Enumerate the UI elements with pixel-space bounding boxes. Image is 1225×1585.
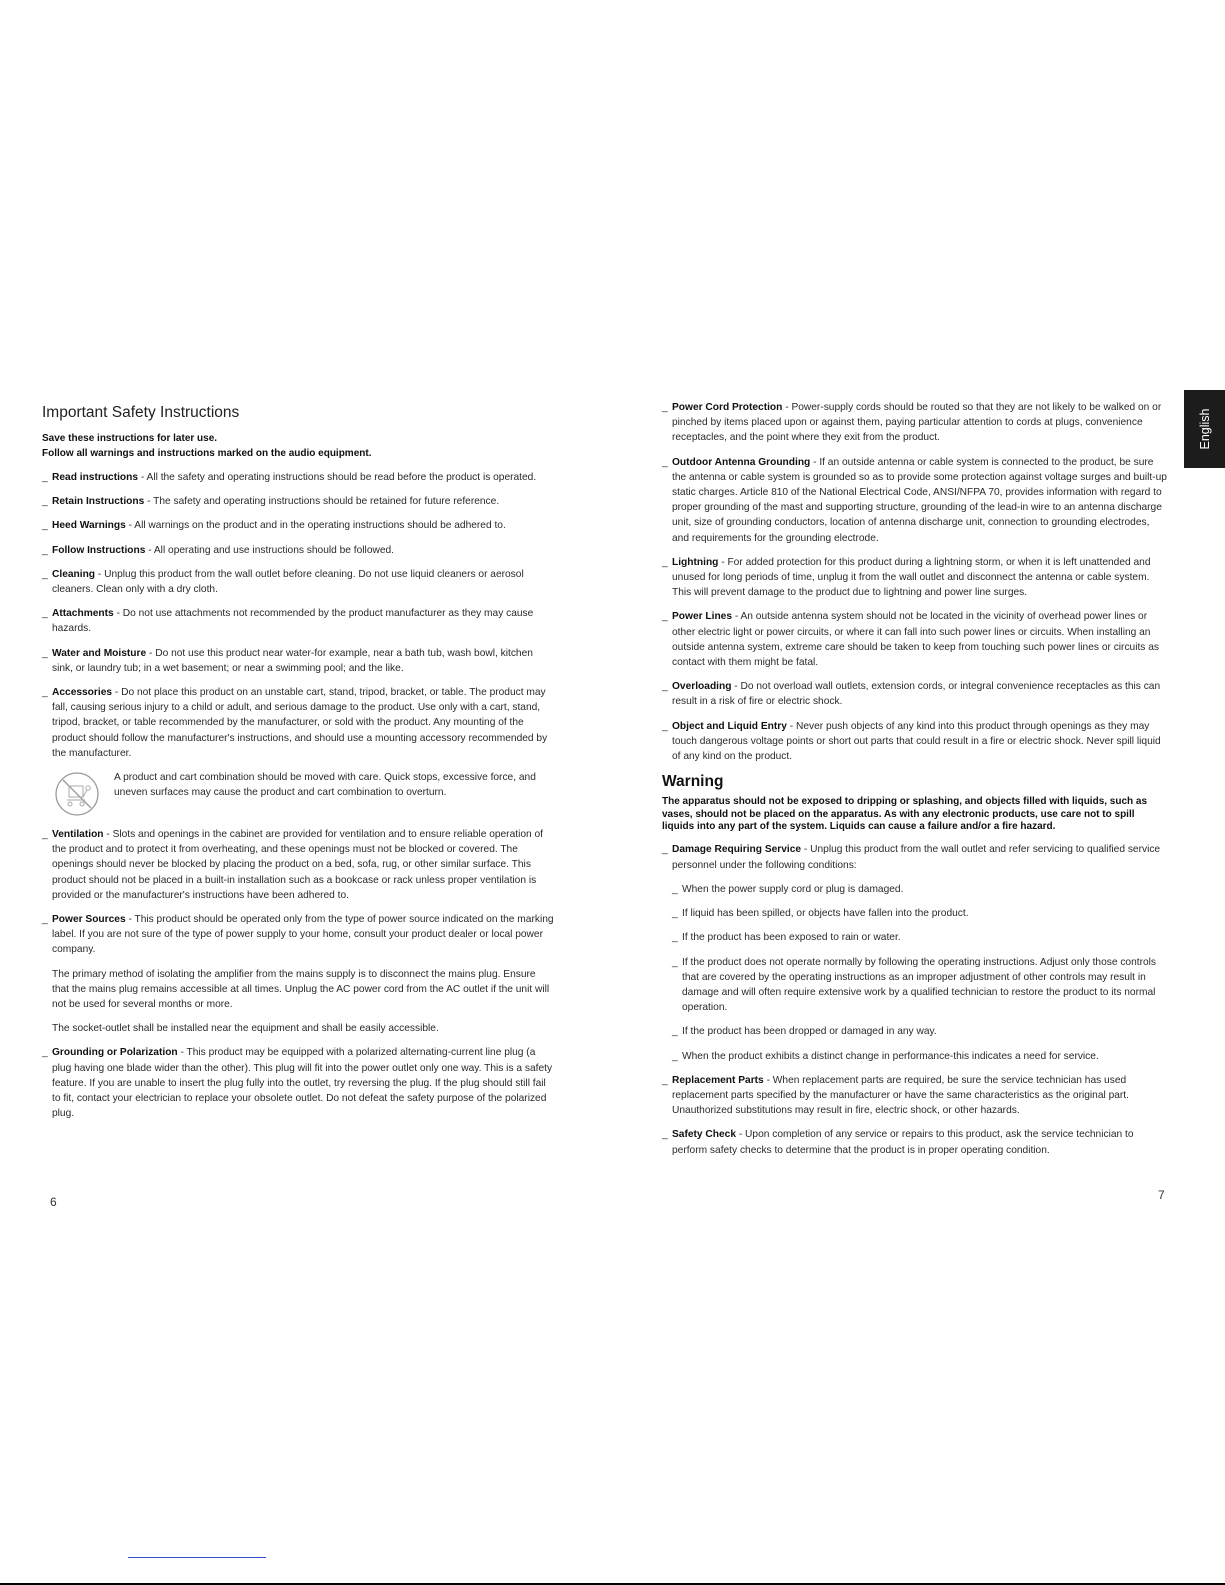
safety-list (42, 470, 554, 761)
bullet-dash: _ (42, 544, 48, 556)
condition-item (662, 1024, 1168, 1039)
item-description: - When replacement parts are required, be sure the service technician has used replacement parts specified by the manufacturer or have the same characteristics as the original part. Unauthorized substitutions may result in fire, electric shock, or other hazards. (672, 1074, 1129, 1117)
follow-warnings-note: Follow all warnings and instructions marked on the audio equipment. (42, 448, 372, 459)
item-term: Lightning (672, 556, 719, 568)
condition-item (662, 1049, 1168, 1064)
bullet-dash: _ (42, 687, 48, 699)
bullet-dash: _ (672, 932, 678, 944)
bullet-dash: _ (42, 1047, 48, 1059)
list-item (42, 827, 554, 903)
bullet-dash: _ (662, 611, 668, 623)
bullet-dash: _ (662, 1074, 668, 1086)
list-item (42, 470, 554, 485)
right-page (662, 400, 1168, 1158)
list-item (662, 609, 1168, 670)
condition-item (662, 882, 1168, 897)
item-term: Power Lines (672, 611, 733, 623)
cart-tip-warning-icon (52, 770, 102, 818)
list-item (662, 719, 1168, 765)
item-term: Outdoor Antenna Grounding (672, 456, 811, 468)
item-description: - Upon completion of any service or repairs to this product, ask the service technician to perform safety checks to determine that the product is in proper operating condition. (672, 1129, 1134, 1156)
bullet-dash: _ (662, 402, 668, 413)
item-description: - Power-supply cords should be routed so that they are not likely to be walked on or pinched by items placed upon or against them, paying particular attention to cords at plugs, convenience receptacles, and the point where they exit from the product. (672, 402, 1162, 444)
condition-text: If the product does not operate normally by following the operating instructions. Adjust only those controls that are covered by the operating instructions as an improper adjustment of other controls may result in damage and will often require extensive work by a qualified technician to restore the product to its normal operation. (682, 956, 1156, 1014)
condition-text: When the power supply cord or plug is damaged. (682, 883, 904, 895)
page-number-left: 6 (50, 1195, 57, 1209)
item-description: - Slots and openings in the cabinet are provided for ventilation and to ensure reliable operation of the product and to protect it from overheating, and these openings must not be blocked or covered. The openings should never be blocked by placing the product on a bed, sofa, rug, or other similar surface. This product should not be placed in a built-in installation such as a bookcase or rack unless proper ventilation is provided or the manufacturer's instructions have been adhered to. (52, 829, 543, 901)
item-description: - Never push objects of any kind into this product through openings as they may touch dangerous voltage points or short out parts that could result in a fire or electric shock. Never spill liquid of any kind on the product. (672, 720, 1161, 763)
list-item (662, 400, 1168, 446)
save-instructions-note: Save these instructions for later use. (42, 433, 218, 444)
list-item (42, 494, 554, 509)
mains-isolation-paragraph: The primary method of isolating the amplifier from the mains supply is to disconnect the mains plug. Ensure that the mains plug remains accessible at all times. Unplug the AC power cord from the AC outlet if the unit will not be used for several months or more. (52, 968, 550, 1011)
item-term: Replacement Parts (672, 1074, 764, 1086)
item-term: Object and Liquid Entry (672, 720, 787, 732)
bullet-dash: _ (672, 1050, 678, 1062)
item-description: - This product should be operated only from the type of power source indicated on the marking label. If you are not sure of the type of power supply to your home, consult your product dealer or local power company. (52, 914, 554, 956)
language-tab-label: English (1197, 408, 1212, 450)
item-description: - All operating and use instructions should be followed. (145, 544, 395, 556)
condition-text: When the product exhibits a distinct change in performance-this indicates a need for service. (682, 1050, 1099, 1062)
item-term: Accessories (52, 687, 113, 699)
bullet-dash: _ (672, 883, 678, 895)
bullet-dash: _ (42, 520, 48, 532)
bullet-dash: _ (42, 647, 48, 659)
list-item (42, 518, 554, 533)
item-term: Cleaning (52, 568, 96, 580)
list-item (662, 679, 1168, 709)
item-description: - Do not overload wall outlets, extension cords, or integral convenience receptacles as this can result in a risk of fire or electric shock. (672, 681, 1161, 708)
item-term: Overloading (672, 681, 732, 693)
bullet-dash: _ (662, 456, 668, 468)
item-term: Retain Instructions (52, 496, 145, 508)
list-item (662, 555, 1168, 601)
bullet-dash: _ (672, 1026, 678, 1038)
bullet-dash: _ (662, 844, 668, 856)
warning-heading: Warning (662, 773, 724, 791)
left-page (42, 403, 554, 1122)
item-description: - An outside antenna system should not be located in the vicinity of overhead power lines or other electric light or power circuits, or where it can fall into such power lines or circuits. When installing an outside antenna system, extreme care should be taken to keep from touching such power lines or circuits as contact with them might be fatal. (672, 611, 1159, 669)
list-item (42, 606, 554, 636)
bullet-dash: _ (662, 681, 668, 693)
bullet-dash: _ (42, 496, 48, 508)
link-underline (128, 1557, 266, 1558)
bullet-dash: _ (42, 829, 48, 841)
item-description: - This product may be equipped with a polarized alternating-current line plug (a plug having one blade wider than the other). This plug will fit into the power outlet only one way. This is a safety feature. If you are unable to insert the plug fully into the outlet, try reversing the plug. If the plug should still fail to fit, contact your electrician to replace your obsolete outlet. Do not defeat the safety purpose of the polarized plug. (52, 1047, 553, 1120)
item-description: - The safety and operating instructions should be retained for future reference. (144, 496, 500, 508)
list-item (42, 1045, 554, 1121)
page-number-right: 7 (1158, 1188, 1165, 1202)
condition-text: If the product has been dropped or damaged in any way. (682, 1026, 937, 1038)
list-item (42, 543, 554, 558)
list-item (662, 1127, 1168, 1157)
condition-item (662, 930, 1168, 945)
item-term: Water and Moisture (52, 647, 147, 659)
bullet-dash: _ (672, 908, 678, 920)
bullet-dash: _ (672, 956, 678, 968)
cart-warning-text: A product and cart combination should be moved with care. Quick stops, excessive force, and uneven surfaces may cause the product and cart combination to overturn. (114, 772, 536, 799)
item-term: Read instructions (52, 472, 139, 483)
item-description: - Unplug this product from the wall outlet and refer servicing to qualified service personnel under the following conditions: (672, 844, 1161, 871)
list-item (662, 455, 1168, 546)
item-term: Heed Warnings (52, 520, 126, 532)
list-item (662, 1073, 1168, 1119)
list-item (42, 912, 554, 958)
condition-text: If liquid has been spilled, or objects have fallen into the product. (682, 908, 969, 920)
service-conditions-list (662, 882, 1168, 1064)
list-item (662, 842, 1168, 872)
item-description: - If an outside antenna or cable system is connected to the product, be sure the antenna or cable system is grounded so as to provide some protection against voltage surges and built-up static charges. Article 810 of the National Electrical Code, ANSI/NFPA 70, provides information with regard to proper grounding of the mast and supporting structure, grounding of the lead-in wire to an antenna discharge unit, size of grounding conductors, location of antenna discharge unit, connection to grounding electrodes, and requirements for the grounding electrode. (672, 456, 1167, 544)
warning-text: The apparatus should not be exposed to dripping or splashing, and objects filled with liquids, such as vases, should not be placed on the apparatus. As with any electronic products, use care not to spill liquids into any part of the system. Liquids can cause a failure and/or a fire hazard. (662, 796, 1148, 833)
bullet-dash: _ (662, 720, 668, 732)
cart-warning-block (42, 770, 554, 818)
page-title: Important Safety Instructions (42, 404, 240, 421)
item-description: - For added protection for this product during a lightning storm, or when it is left unattended and unused for long periods of time, unplug it from the wall outlet and disconnect the antenna or cable system. This will prevent damage to the product due to lightning and power line surges. (672, 556, 1151, 599)
condition-text: If the product has been exposed to rain or water. (682, 932, 901, 944)
item-term: Power Cord Protection (672, 402, 783, 413)
condition-item (662, 906, 1168, 921)
bullet-dash: _ (662, 556, 668, 568)
item-description: - Do not use attachments not recommended by the product manufacturer as they may cause hazards. (52, 608, 534, 635)
condition-item (662, 955, 1168, 1016)
bullet-dash: _ (42, 608, 48, 620)
bullet-dash: _ (42, 568, 48, 580)
item-term: Power Sources (52, 914, 126, 926)
item-term: Grounding or Polarization (52, 1047, 178, 1059)
item-description: - All warnings on the product and in the operating instructions should be adhered to. (125, 520, 506, 532)
bullet-dash: _ (42, 472, 48, 483)
socket-outlet-paragraph: The socket-outlet shall be installed near the equipment and shall be easily accessible. (52, 1023, 439, 1035)
list-item (42, 646, 554, 676)
language-tab (1184, 390, 1225, 468)
item-term: Follow Instructions (52, 544, 146, 556)
list-item (42, 567, 554, 597)
item-description: - Unplug this product from the wall outlet before cleaning. Do not use liquid cleaners or aerosol cleaners. Clean only with a dry cloth. (52, 568, 524, 596)
bullet-dash: _ (42, 914, 48, 926)
item-term: Attachments (52, 608, 114, 620)
item-description: - Do not place this product on an unstable cart, stand, tripod, bracket, or table. The product may fall, causing serious injury to a child or adult, and serious damage to the product. Use only with a cart, stand, tripod, bracket, or table recommended by the manufacturer, or sold with the product. Any mounting of the product should follow the manufacturer's instructions, and should use a mounting accessory recommended by the manufacturer. (52, 687, 548, 759)
list-item (42, 685, 554, 761)
item-term: Safety Check (672, 1129, 736, 1141)
bullet-dash: _ (662, 1129, 668, 1141)
item-description: - All the safety and operating instructions should be read before the product is operated. (138, 472, 537, 483)
item-term: Ventilation (52, 829, 104, 841)
item-description: - Do not use this product near water-for example, near a bath tub, wash bowl, kitchen sink, or laundry tub; in a wet basement; or near a swimming pool; and the like. (52, 647, 533, 674)
item-term: Damage Requiring Service (672, 844, 802, 856)
